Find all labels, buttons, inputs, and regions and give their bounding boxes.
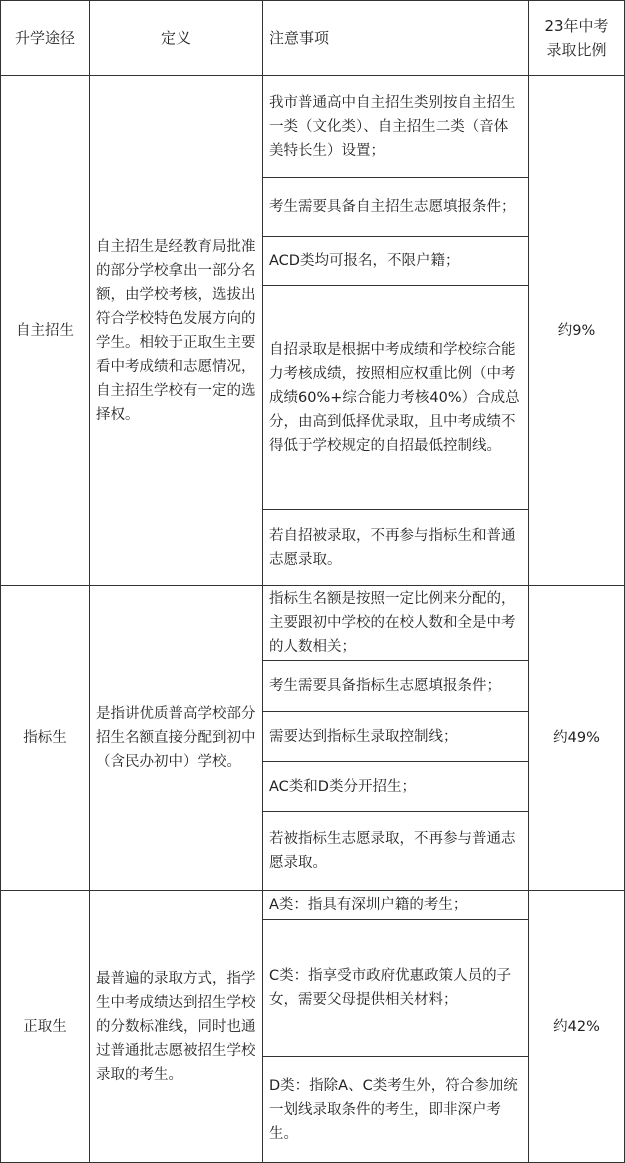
header-notes: 注意事项 xyxy=(262,0,529,76)
row-ratio: 约49% xyxy=(528,585,625,891)
note-cell: 考生需要具备自主招生志愿填报条件； xyxy=(262,177,529,237)
note-cell: 我市普通高中自主招生类别按自主招生一类（文化类）、自主招生二类（音体美特长生）设置； xyxy=(262,75,529,178)
row-path: 指标生 xyxy=(0,585,90,891)
note-cell: 若被指标生志愿录取，不再参与普通志愿录取。 xyxy=(262,811,529,891)
note-cell: AC类和D类分开招生； xyxy=(262,761,529,812)
header-path: 升学途径 xyxy=(0,0,90,76)
header-definition: 定义 xyxy=(89,0,263,76)
row-path: 自主招生 xyxy=(0,75,90,586)
note-cell: C类：指享受市政府优惠政策人员的子女，需要父母提供相关材料； xyxy=(262,919,529,1057)
row-definition: 自主招生是经教育局批准的部分学校拿出一部分名额，由学校考核，选拔出符合学校特色发展方向的学生。相较于正取生主要看中考成绩和志愿情况，自主招生学校有一定的选择权。 xyxy=(89,75,263,586)
note-cell: D类：指除A、C类考生外，符合参加统一划线录取条件的考生，即非深户考生。 xyxy=(262,1056,529,1163)
note-cell: 指标生名额是按照一定比例来分配的，主要跟初中学校的在校人数和全是中考的人数相关； xyxy=(262,585,529,661)
row-path: 正取生 xyxy=(0,890,90,1163)
note-cell: 考生需要具备指标生志愿填报条件； xyxy=(262,660,529,712)
row-ratio: 约42% xyxy=(528,890,625,1163)
header-ratio: 23年中考录取比例 xyxy=(528,0,625,76)
note-cell: 需要达到指标生录取控制线； xyxy=(262,711,529,762)
note-cell: A类：指具有深圳户籍的考生； xyxy=(262,890,529,920)
row-ratio: 约9% xyxy=(528,75,625,586)
note-cell: 若自招被录取，不再参与指标生和普通志愿录取。 xyxy=(262,509,529,586)
row-definition: 最普遍的录取方式，指学生中考成绩达到招生学校的分数标准线，同时也通过普通批志愿被招生学校录取的考生。 xyxy=(89,890,263,1163)
note-cell: 自招录取是根据中考成绩和学校综合能力考核成绩，按照相应权重比例（中考成绩60%+综合能力考核40%）合成总分，由高到低择优录取，且中考成绩不得低于学校规定的自招最低控制线。 xyxy=(262,285,529,510)
row-definition: 是指讲优质普高学校部分招生名额直接分配到初中（含民办初中）学校。 xyxy=(89,585,263,891)
note-cell: ACD类均可报名，不限户籍； xyxy=(262,236,529,286)
